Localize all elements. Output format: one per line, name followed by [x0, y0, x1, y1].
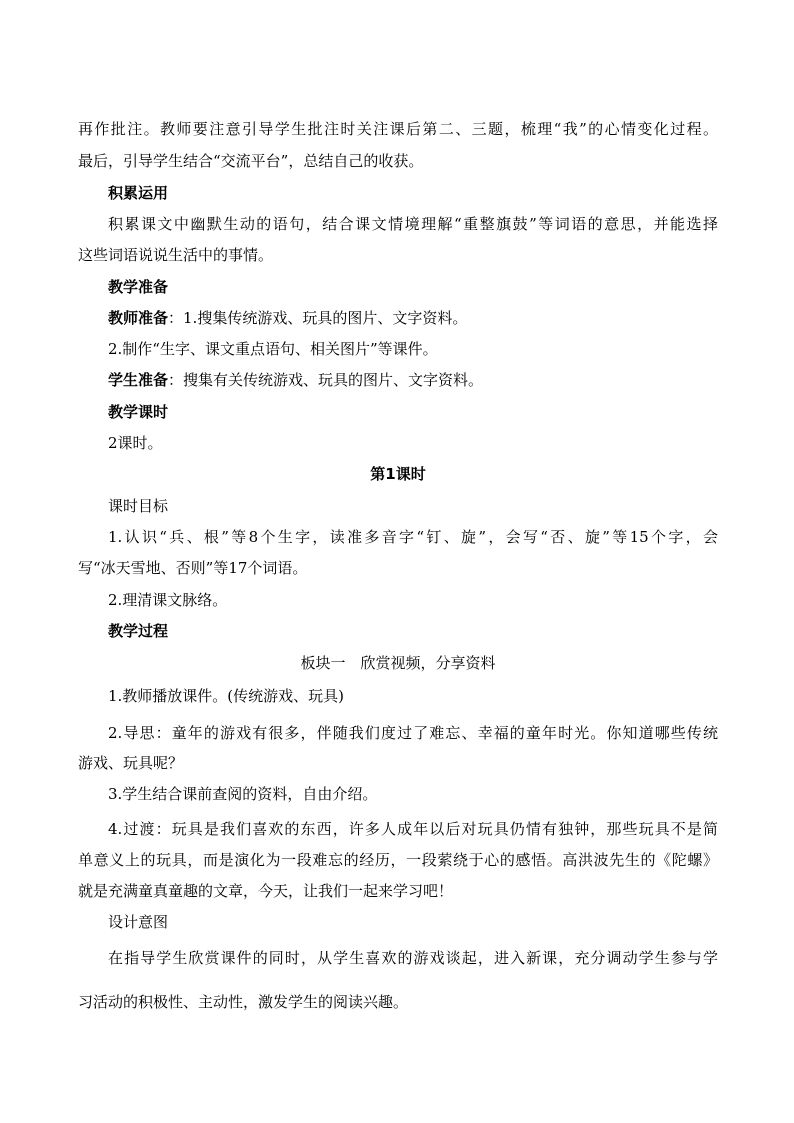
paragraph-line: 2.理清课文脉络。: [108, 591, 228, 609]
inline-text: ：1.搜集传统游戏、玩具的图片、文字资料。: [168, 309, 468, 327]
section-heading: 教学过程: [108, 622, 169, 640]
paragraph-line: 习活动的积极性、主动性，激发学生的阅读兴趣。: [78, 993, 409, 1011]
block-title: 板块一 欣赏视频，分享资料: [300, 654, 496, 672]
paragraph-line: 在指导学生欣赏课件的同时，从学生喜欢的游戏谈起，进入新课，充分调动学生参与学: [108, 949, 718, 967]
paragraph-line: 单意义上的玩具，而是演化为一段难忘的经历，一段萦绕于心的感悟。高洪波先生的《陀螺》: [78, 851, 718, 869]
paragraph-line: 再作批注。教师要注意引导学生批注时关注课后第二、三题，梳理“我”的心情变化过程。: [78, 120, 718, 138]
section-heading: 教学准备: [108, 278, 169, 296]
paragraph-line: 1.认识“兵、根”等8个生字，读准多音字“钉、旋”，会写“否、旋”等15个字，会: [108, 528, 718, 546]
section-heading: 课时目标: [108, 497, 169, 515]
inline-label: 学生准备: [108, 371, 169, 389]
paragraph-line: 3.学生结合课前查阅的资料，自由介绍。: [108, 785, 378, 803]
section-heading: 教学课时: [108, 403, 169, 421]
paragraph-line: [108, 308, 718, 328]
section-heading: 积累运用: [108, 184, 169, 202]
paragraph-line: 积累课文中幽默生动的语句，结合课文情境理解“重整旗鼓”等词语的意思，并能选择: [108, 215, 718, 233]
paragraph-line: 就是充满童真童趣的文章，今天，让我们一起来学习吧！: [78, 882, 454, 900]
inline-text: ：搜集有关传统游戏、玩具的图片、文字资料。: [168, 371, 484, 389]
paragraph-line: 写“冰天雪地、否则”等17个词语。: [78, 559, 308, 577]
paragraph-line: 2.导思：童年的游戏有很多，伴随我们度过了难忘、幸福的童年时光。你知道哪些传统: [108, 724, 718, 742]
paragraph-line: 最后，引导学生结合“交流平台”，总结自己的收获。: [78, 152, 424, 170]
paragraph-line: [108, 370, 718, 390]
paragraph-line: 1.教师播放课件。(传统游戏、玩具): [108, 687, 345, 705]
paragraph-line: 这些词语说说生活中的事情。: [78, 246, 274, 264]
section-heading: 设计意图: [108, 913, 169, 931]
inline-label: 教师准备: [108, 309, 169, 327]
lesson-title: 第1课时: [370, 465, 426, 483]
paragraph-line: 4.过渡：玩具是我们喜欢的东西，许多人成年以后对玩具仍情有独钟，那些玩具不是简: [108, 820, 718, 838]
paragraph-line: 2课时。: [108, 434, 163, 452]
paragraph-line: 2.制作“生字、课文重点语句、相关图片”等课件。: [108, 340, 438, 358]
paragraph-line: 游戏、玩具呢？: [78, 754, 184, 772]
